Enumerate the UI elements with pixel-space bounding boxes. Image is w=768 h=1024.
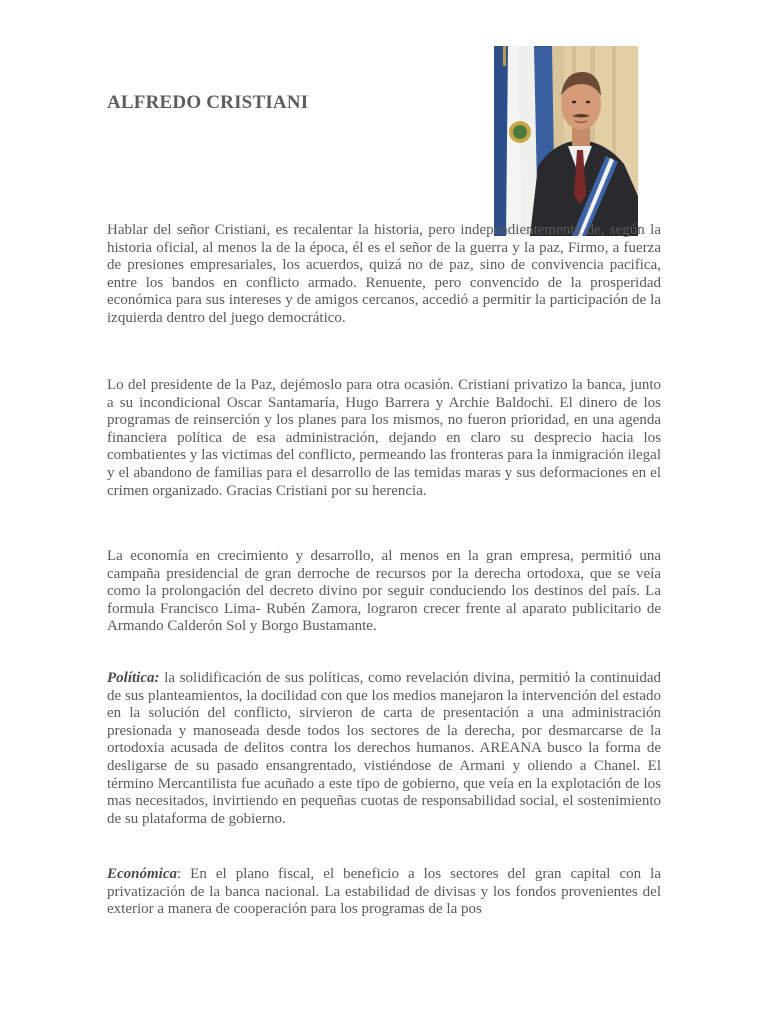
paragraph-3-text: La economía en crecimiento y desarrollo, al menos en la gran empresa, permitió una campaña presidencial de gran derroche de recursos por la derecha ortodoxa, que se veía como la prolongación del decreto divino por seguir conduciendo los destinos del país. La formula Francisco Lima- Rubén Zamora, lograron crecer frente al aparato publicitario de Armando Calderón Sol y Borgo Bustamante. (107, 548, 661, 635)
paragraph-1-text: Hablar del señor Cristiani, es recalentar la historia, pero independientemente de, según la historia oficial, al menos la de la época, él es el señor de la guerra y la paz, Firmo, a fuerza de presiones empresariales, los acuerdos, quizá no de paz, sino de convivencia pacifica, entre los bandos en conflicto armado. Renuente, pero convencido de la prosperidad económica para sus intereses y de amigos cercanos, accedió a permitir la participación de la izquierda dentro del juego democrático. (107, 222, 661, 326)
paragraph-economica-lead: Económica (107, 866, 177, 882)
paragraph-3 (107, 548, 661, 636)
paragraph-politica (107, 670, 661, 828)
paragraph-politica-text: la solidificación de sus políticas, como revelación divina, permitió la continuidad de sus planteamientos, la docilidad con que los medios manejaron la intervención del estado en la solución del conflicto, sirvieron de carta de presentación a una administración presionada y manoseada desde todos los sectores de la derecha, por desmarcarse de la ortodoxia acusada de delitos contra los derechos humanos. AREANA busco la forma de desligarse de su pasado ensangrentado, vistiéndose de Armani y oliendo a Chanel. El término Mercantilista fue acuñado a este tipo de gobierno, que veía en la explotación de los mas necesitados, invirtiendo en pequeñas cuotas de responsabilidad social, el sostenimiento de su plataforma de gobierno. (107, 670, 661, 827)
paragraph-economica-text: : En el plano fiscal, el beneficio a los sectores del gran capital con la privatización de la banca nacional. La estabilidad de divisas y los fondos provenientes del exterior a manera de cooperación para los programas de la pos (107, 866, 661, 918)
paragraph-2 (107, 377, 661, 500)
portrait-photo (494, 46, 638, 236)
paragraph-politica-lead: Política: (107, 670, 160, 686)
paragraph-economica (107, 866, 661, 919)
document-title: ALFREDO CRISTIANI (107, 92, 309, 113)
paragraph-1 (107, 222, 661, 328)
paragraph-2-text: Lo del presidente de la Paz, dejémoslo para otra ocasión. Cristiani privatizo la banca, junto a su incondicional Oscar Santamaría, Hugo Barrera y Archie Baldochi. El dinero de los programas de reinserción y los planes para los mismos, no fueron prioridad, en una agenda financiera política de esa administración, dejando en claro su desprecio hacia los combatientes y las victimas del conflicto, permeando las fronteras para la inmigración ilegal y el abandono de familias para el desarrollo de las temidas maras y sus deformaciones en el crimen organizado. Gracias Cristiani por su herencia. (107, 377, 661, 499)
